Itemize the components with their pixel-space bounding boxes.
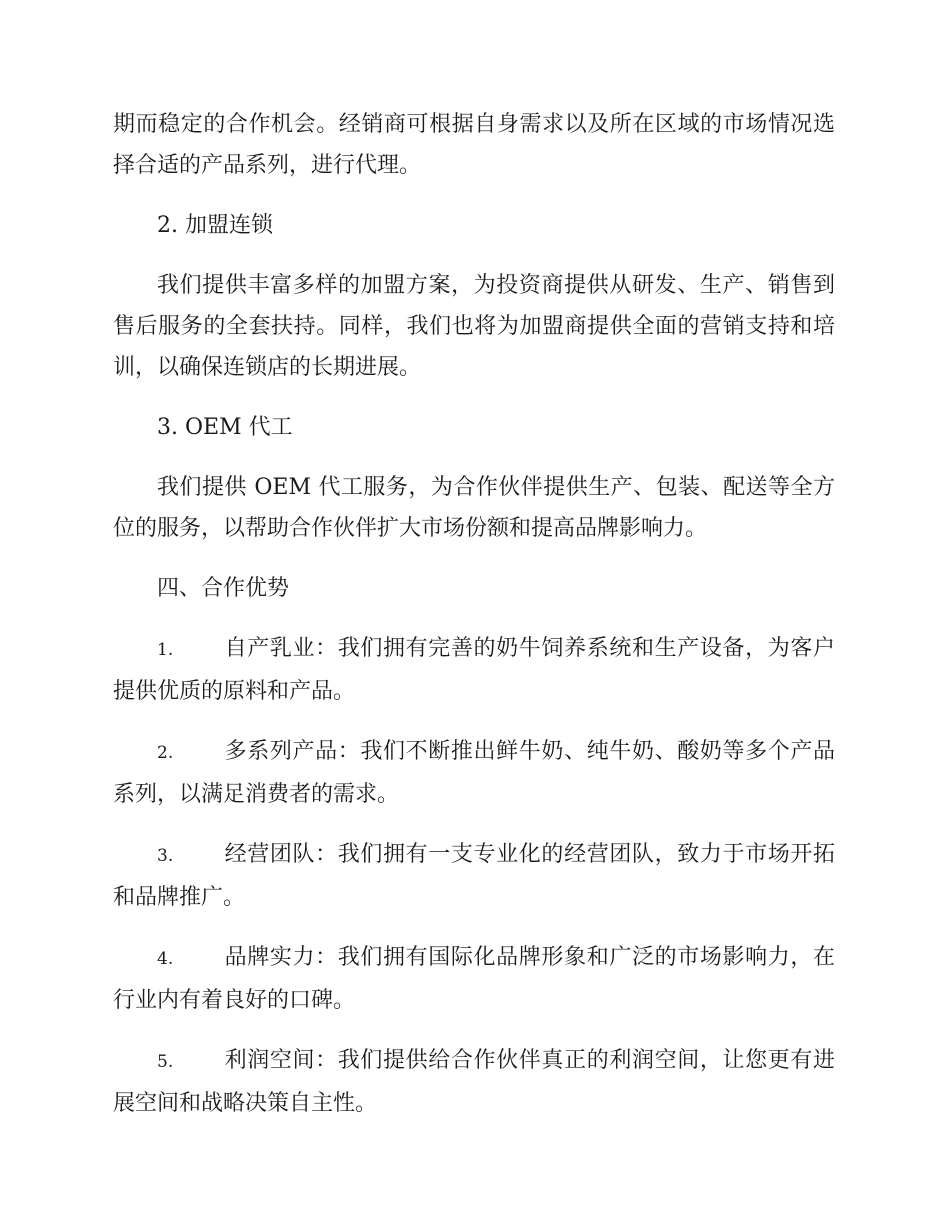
- section-body-franchise: 我们提供丰富多样的加盟方案，为投资商提供从研发、生产、销售到售后服务的全套扶持。同样，我们也将为加盟商提供全面的营销支持和培训，以确保连锁店的长期进展。: [113, 273, 835, 380]
- list-item-text: 多系列产品：我们不断推出鲜牛奶、纯牛奶、酸奶等多个产品系列，以满足消费者的需求。: [113, 739, 835, 807]
- list-item-number: 5.: [157, 1052, 174, 1072]
- list-item-text: 品牌实力：我们拥有国际化品牌形象和广泛的市场影响力，在行业内有着良好的口碑。: [113, 945, 835, 1013]
- list-item: [113, 1040, 835, 1124]
- section-heading-advantages: 四、合作优势: [157, 576, 290, 601]
- list-item-number: 2.: [157, 743, 174, 763]
- continuation-paragraph: 期而稳定的合作机会。经销商可根据自身需求以及所在区域的市场情况选择合适的产品系列，进行代理。: [113, 112, 835, 178]
- section-heading-franchise: 2. 加盟连锁: [157, 213, 273, 238]
- section-body-oem: 我们提供 OEM 代工服务，为合作伙伴提供生产、包装、配送等全方位的服务，以帮助合作伙伴扩大市场份额和提高品牌影响力。: [113, 475, 835, 541]
- list-item-number: 4.: [157, 949, 174, 969]
- list-item: [113, 834, 835, 918]
- list-item-text: 经营团队：我们拥有一支专业化的经营团队，致力于市场开拓和品牌推广。: [113, 842, 835, 910]
- list-item: [113, 937, 835, 1021]
- list-item-text: 利润空间：我们提供给合作伙伴真正的利润空间，让您更有进展空间和战略决策自主性。: [113, 1048, 835, 1116]
- list-item: [113, 731, 835, 815]
- list-item-number: 1.: [157, 640, 174, 660]
- list-item: [113, 628, 835, 712]
- list-item-text: 自产乳业：我们拥有完善的奶牛饲养系统和生产设备，为客户提供优质的原料和产品。: [113, 636, 835, 704]
- document-body: [113, 104, 835, 1143]
- list-item-number: 3.: [157, 846, 174, 866]
- section-heading-oem: 3. OEM 代工: [157, 415, 293, 440]
